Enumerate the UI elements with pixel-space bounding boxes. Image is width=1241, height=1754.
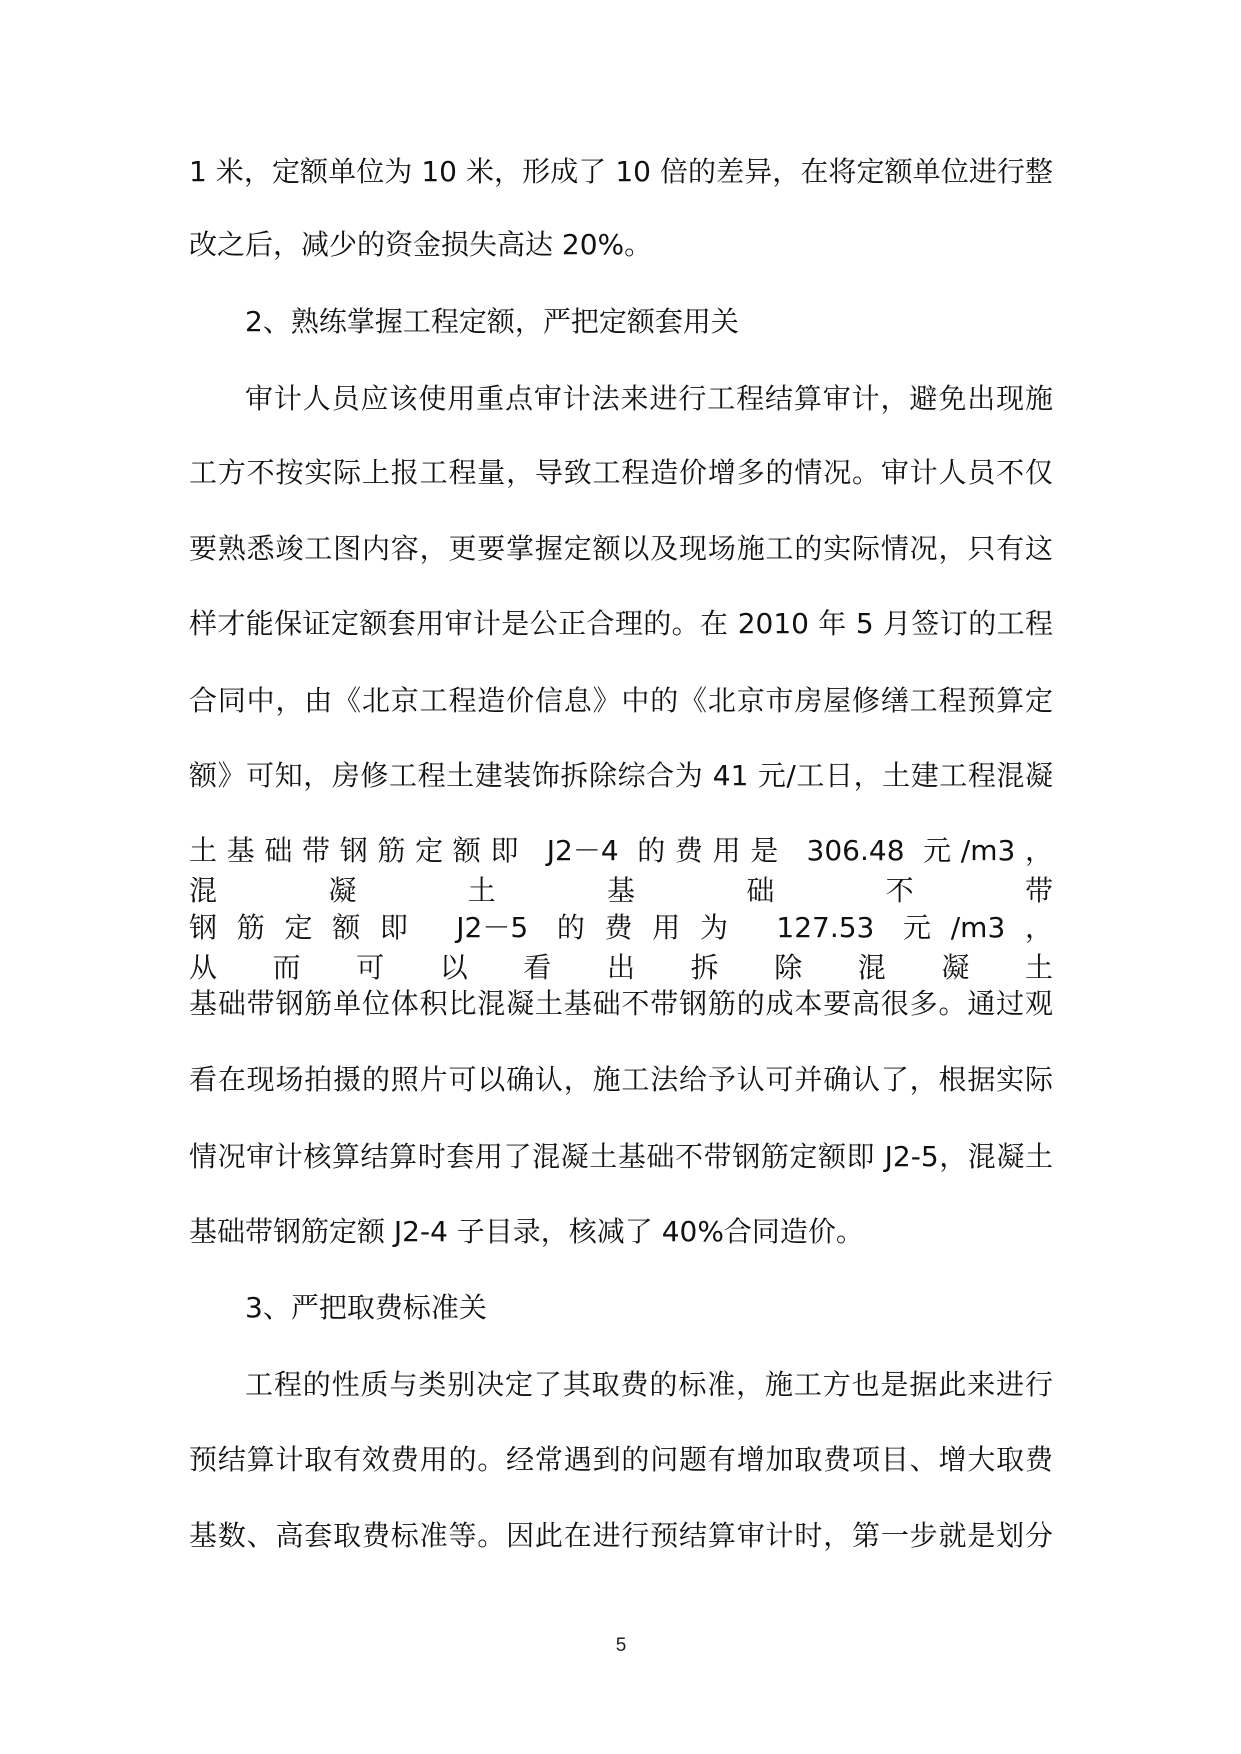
text-line: 额》可知，房修工程土建装饰拆除综合为 41 元/工日，土建工程混凝 (189, 759, 1053, 792)
text-line: 预结算计取有效费用的。经常遇到的问题有增加取费项目、增大取费 (189, 1443, 1053, 1476)
text-line: 工程的性质与类别决定了其取费的标准，施工方也是据此来进行 (245, 1368, 1053, 1401)
text-line: 合同中，由《北京工程造价信息》中的《北京市房屋修缮工程预算定 (189, 684, 1053, 717)
text-line: 看在现场拍摄的照片可以确认，施工法给予认可并确认了，根据实际 (189, 1063, 1053, 1096)
text-line: 土基础带钢筋定额即 J2－4 的费用是 306.48 元/m3，混凝土基础不带 (189, 834, 1053, 907)
text-line: 工方不按实际上报工程量，导致工程造价增多的情况。审计人员不仅 (189, 456, 1053, 489)
text-line: 钢筋定额即 J2－5 的费用为 127.53 元/m3，从而可以看出拆除混凝土 (189, 911, 1053, 984)
heading-line: 3、严把取费标准关 (245, 1291, 487, 1324)
text-line: 基础带钢筋定额 J2-4 子目录，核减了 40%合同造价。 (189, 1215, 864, 1248)
page-number: 5 (615, 1635, 627, 1656)
text-line: 基数、高套取费标准等。因此在进行预结算审计时，第一步就是划分 (189, 1519, 1053, 1552)
text-line: 审计人员应该使用重点审计法来进行工程结算审计，避免出现施 (245, 382, 1053, 415)
text-line: 要熟悉竣工图内容，更要掌握定额以及现场施工的实际情况，只有这 (189, 532, 1053, 565)
text-line: 1 米，定额单位为 10 米，形成了 10 倍的差异，在将定额单位进行整 (189, 155, 1053, 188)
text-line: 改之后，减少的资金损失高达 20%。 (189, 228, 653, 261)
heading-line: 2、熟练掌握工程定额，严把定额套用关 (245, 305, 739, 338)
text-line: 样才能保证定额套用审计是公正合理的。在 2010 年 5 月签订的工程 (189, 607, 1053, 640)
text-line: 情况审计核算结算时套用了混凝土基础不带钢筋定额即 J2-5，混凝土 (189, 1140, 1053, 1173)
text-line: 基础带钢筋单位体积比混凝土基础不带钢筋的成本要高很多。通过观 (189, 987, 1053, 1020)
